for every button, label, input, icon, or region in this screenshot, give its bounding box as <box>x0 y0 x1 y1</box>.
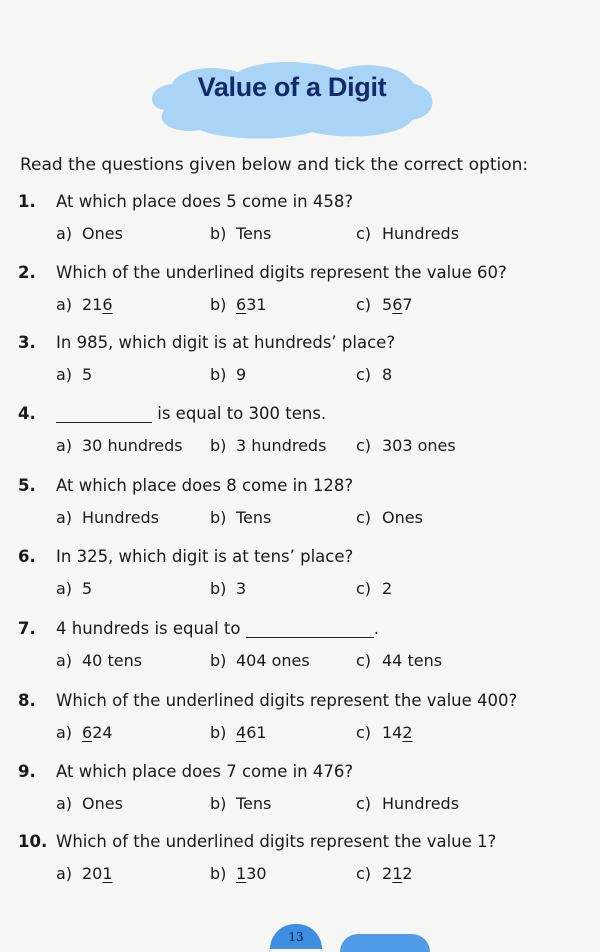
options-row <box>18 428 593 462</box>
question-line <box>18 541 593 571</box>
options-row <box>18 786 593 820</box>
text-segment: 404 ones <box>236 650 310 670</box>
option-value <box>82 794 123 813</box>
text-segment: In 325, which digit is at tens’ place? <box>56 546 354 566</box>
question-text <box>56 192 353 211</box>
question-item <box>18 826 593 890</box>
text-segment: 44 tens <box>382 650 443 670</box>
option-a[interactable] <box>56 508 210 527</box>
option-letter: b) <box>210 294 227 314</box>
option-b[interactable] <box>210 436 356 455</box>
options-row <box>18 357 593 391</box>
option-letter: a) <box>56 507 73 527</box>
question-number: 5. <box>18 475 36 495</box>
question-text <box>56 404 326 423</box>
option-c[interactable] <box>356 295 413 314</box>
option-value <box>82 651 142 670</box>
option-letter: a) <box>56 722 73 742</box>
page-number: 13 <box>270 924 322 949</box>
text-segment: 61 <box>246 722 267 742</box>
option-value <box>236 723 267 742</box>
option-a[interactable] <box>56 579 210 598</box>
option-b[interactable] <box>210 651 356 670</box>
option-value <box>382 436 456 455</box>
option-c[interactable] <box>356 794 459 813</box>
option-letter: b) <box>210 578 227 598</box>
option-value <box>236 224 271 243</box>
question-line <box>18 327 593 357</box>
question-number: 10. <box>18 831 48 851</box>
option-letter: b) <box>210 435 227 455</box>
text-segment: At which place does 5 come in 458? <box>56 191 354 211</box>
option-b[interactable] <box>210 365 356 384</box>
options-row <box>18 287 593 321</box>
text-segment: 2 <box>382 578 393 598</box>
option-value <box>82 365 92 384</box>
option-letter: c) <box>356 294 372 314</box>
option-a[interactable] <box>56 794 210 813</box>
text-segment: 20 <box>82 863 103 883</box>
text-segment: Hundreds <box>382 223 460 243</box>
option-value <box>82 864 113 883</box>
option-b[interactable] <box>210 224 356 243</box>
underlined-digit: 1 <box>392 863 403 883</box>
option-letter: c) <box>356 793 372 813</box>
text-segment: 21 <box>82 294 103 314</box>
text-segment: At which place does 7 come in 476? <box>56 761 354 781</box>
question-item <box>18 756 593 820</box>
option-a[interactable] <box>56 723 210 742</box>
question-item <box>18 613 593 677</box>
options-row <box>18 856 593 890</box>
question-text <box>56 547 353 566</box>
option-value <box>382 295 413 314</box>
option-c[interactable] <box>356 651 442 670</box>
underlined-digit: 6 <box>392 294 403 314</box>
option-letter: a) <box>56 863 73 883</box>
text-segment: 5 <box>382 294 393 314</box>
question-text <box>56 476 353 495</box>
option-value <box>382 365 392 384</box>
question-line <box>18 756 593 786</box>
option-value <box>236 651 310 670</box>
option-value <box>382 723 413 742</box>
option-value <box>382 224 459 243</box>
text-segment: 14 <box>382 722 403 742</box>
text-segment: 31 <box>246 294 267 314</box>
question-item <box>18 541 593 605</box>
text-segment: 3 hundreds <box>236 435 327 455</box>
option-letter: b) <box>210 650 227 670</box>
text-segment: is equal to 300 tens. <box>152 403 327 423</box>
option-letter: c) <box>356 435 372 455</box>
text-segment: Tens <box>236 223 272 243</box>
question-line <box>18 685 593 715</box>
option-letter: a) <box>56 650 73 670</box>
underlined-digit: 6 <box>236 294 247 314</box>
option-value <box>382 508 423 527</box>
question-item <box>18 327 593 391</box>
text-segment: Which of the underlined digits represent the value 400? <box>56 690 518 710</box>
text-segment: Which of the underlined digits represent the value 1? <box>56 831 497 851</box>
option-value <box>82 508 159 527</box>
option-letter: b) <box>210 863 227 883</box>
underlined-digit: 6 <box>102 294 113 314</box>
text-segment: 30 hundreds <box>82 435 183 455</box>
text-segment: Tens <box>236 507 272 527</box>
option-value <box>82 436 183 455</box>
title-banner <box>142 58 442 142</box>
option-a[interactable] <box>56 224 210 243</box>
option-b[interactable] <box>210 579 356 598</box>
answer-blank <box>56 406 152 423</box>
answer-blank <box>246 621 374 638</box>
text-segment: 24 <box>92 722 113 742</box>
footer-cloud <box>340 934 430 952</box>
question-item <box>18 470 593 534</box>
question-text <box>56 333 395 352</box>
question-line <box>18 186 593 216</box>
question-line <box>18 257 593 287</box>
option-letter: a) <box>56 793 73 813</box>
text-segment: 9 <box>236 364 247 384</box>
option-c[interactable] <box>356 723 413 742</box>
text-segment: 3 <box>236 578 247 598</box>
option-value <box>382 794 459 813</box>
option-letter: a) <box>56 223 73 243</box>
option-c[interactable] <box>356 436 456 455</box>
question-item <box>18 685 593 749</box>
text-segment: Hundreds <box>82 507 160 527</box>
option-a[interactable] <box>56 295 210 314</box>
option-letter: b) <box>210 223 227 243</box>
underlined-digit: 4 <box>236 722 247 742</box>
text-segment: Tens <box>236 793 272 813</box>
instructions: Read the questions given below and tick the correct option: <box>20 155 529 175</box>
question-text <box>56 691 517 710</box>
option-value <box>236 365 246 384</box>
underlined-digit: 6 <box>82 722 93 742</box>
text-segment: 5 <box>82 364 93 384</box>
text-segment: 303 ones <box>382 435 456 455</box>
option-value <box>236 295 267 314</box>
question-number: 7. <box>18 618 36 638</box>
question-number: 3. <box>18 332 36 352</box>
option-value <box>236 436 326 455</box>
question-item <box>18 257 593 321</box>
option-value <box>236 508 271 527</box>
options-row <box>18 643 593 677</box>
option-letter: c) <box>356 364 372 384</box>
options-row <box>18 500 593 534</box>
question-line <box>18 613 593 643</box>
option-value <box>82 224 123 243</box>
text-segment: Which of the underlined digits represent the value 60? <box>56 262 507 282</box>
question-line <box>18 398 593 428</box>
option-a[interactable] <box>56 365 210 384</box>
option-letter: b) <box>210 507 227 527</box>
question-text <box>56 263 507 282</box>
text-segment: 40 tens <box>82 650 143 670</box>
question-number: 4. <box>18 403 36 423</box>
option-letter: b) <box>210 722 227 742</box>
text-segment: Hundreds <box>382 793 460 813</box>
option-c[interactable] <box>356 508 423 527</box>
question-item <box>18 398 593 462</box>
underlined-digit: 2 <box>402 722 413 742</box>
text-segment: 2 <box>382 863 393 883</box>
question-line <box>18 826 593 856</box>
option-c[interactable] <box>356 224 459 243</box>
option-c[interactable] <box>356 365 392 384</box>
option-a[interactable] <box>56 864 210 883</box>
option-letter: c) <box>356 507 372 527</box>
options-row <box>18 715 593 749</box>
option-value <box>382 864 413 883</box>
option-letter: a) <box>56 364 73 384</box>
option-b[interactable] <box>210 864 356 883</box>
text-segment: 7 <box>402 294 413 314</box>
option-b[interactable] <box>210 508 356 527</box>
text-segment: In 985, which digit is at hundreds’ place? <box>56 332 396 352</box>
option-value <box>236 579 246 598</box>
text-segment: At which place does 8 come in 128? <box>56 475 354 495</box>
options-row <box>18 216 593 250</box>
option-b[interactable] <box>210 723 356 742</box>
text-segment: Ones <box>82 793 123 813</box>
question-number: 8. <box>18 690 36 710</box>
option-letter: c) <box>356 223 372 243</box>
text-segment: 2 <box>402 863 413 883</box>
option-letter: c) <box>356 722 372 742</box>
option-value <box>82 579 92 598</box>
option-letter: b) <box>210 364 227 384</box>
option-letter: c) <box>356 578 372 598</box>
question-number: 2. <box>18 262 36 282</box>
option-letter: b) <box>210 793 227 813</box>
option-a[interactable] <box>56 651 210 670</box>
option-letter: c) <box>356 650 372 670</box>
question-item <box>18 186 593 250</box>
option-value <box>82 295 113 314</box>
option-value <box>82 723 113 742</box>
option-letter: a) <box>56 294 73 314</box>
question-text <box>56 762 353 781</box>
page-footer <box>270 924 600 949</box>
text-segment: 30 <box>246 863 267 883</box>
text-segment: Ones <box>382 507 423 527</box>
options-row <box>18 571 593 605</box>
underlined-digit: 1 <box>236 863 247 883</box>
option-letter: c) <box>356 863 372 883</box>
text-segment: 4 hundreds is equal to <box>56 618 246 638</box>
option-value <box>236 864 267 883</box>
option-a[interactable] <box>56 436 210 455</box>
question-number: 1. <box>18 191 36 211</box>
question-line <box>18 470 593 500</box>
question-text <box>56 832 496 851</box>
option-value <box>382 579 392 598</box>
option-letter: a) <box>56 578 73 598</box>
question-number: 9. <box>18 761 36 781</box>
question-text <box>56 619 379 638</box>
underlined-digit: 1 <box>102 863 113 883</box>
question-number: 6. <box>18 546 36 566</box>
option-c[interactable] <box>356 579 392 598</box>
option-value <box>382 651 442 670</box>
option-b[interactable] <box>210 295 356 314</box>
option-b[interactable] <box>210 794 356 813</box>
text-segment: 8 <box>382 364 393 384</box>
option-letter: a) <box>56 435 73 455</box>
page-title: Value of a Digit <box>197 72 387 102</box>
option-value <box>236 794 271 813</box>
text-segment: Ones <box>82 223 123 243</box>
option-c[interactable] <box>356 864 413 883</box>
text-segment: 5 <box>82 578 93 598</box>
text-segment: . <box>373 618 379 638</box>
